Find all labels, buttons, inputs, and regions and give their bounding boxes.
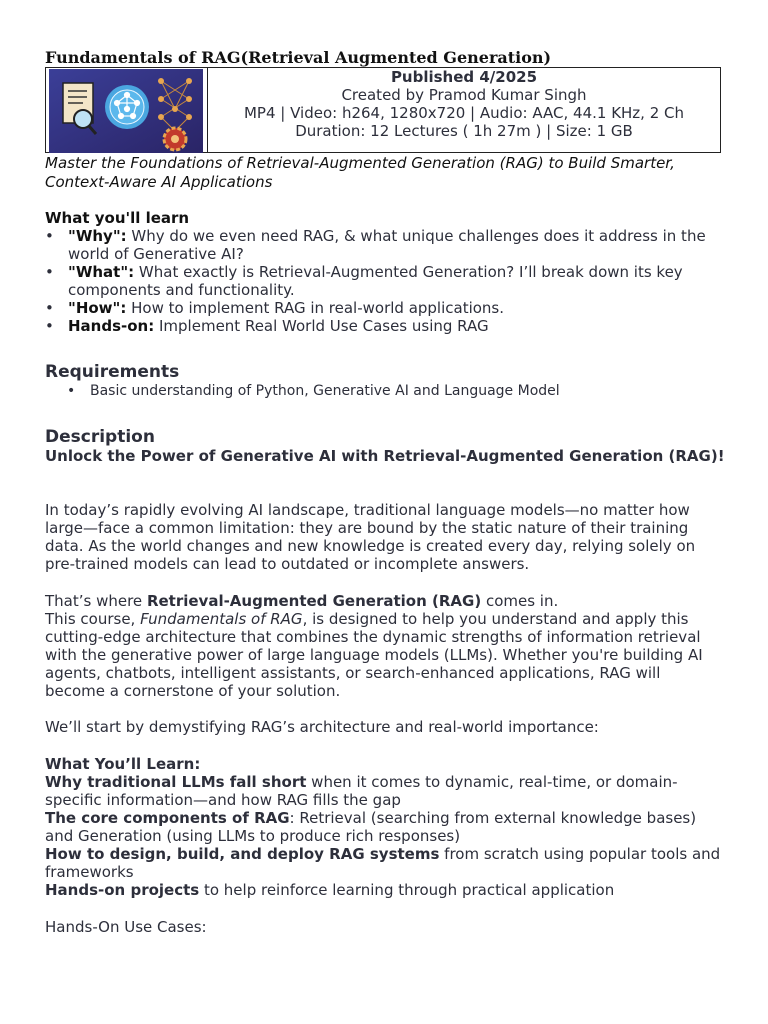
use-cases-heading: Hands-On Use Cases:: [45, 918, 207, 936]
list-item: The core components of RAG: Retrieval (searching from external knowledge bases) and Generation (using LLMs to produce rich responses): [45, 809, 697, 845]
list-item: Why traditional LLMs fall short when it comes to dynamic, real-time, or domain-specific information—and how RAG fills the gap: [45, 773, 678, 809]
requirements-list: [45, 382, 560, 400]
paragraph: This course, Fundamentals of RAG, is designed to help you understand and apply this cutting-edge architecture that combines the dynamic strengths of information retrieval with the generative power of large language models (LLMs). Whether you're building AI agents, chatbots, intelligent assistants, or search-enhanced applications, RAG will become a cornerstone of your solution.: [45, 610, 703, 700]
creator-line: Created by Pramod Kumar Singh: [341, 86, 587, 104]
paragraph: We’ll start by demystifying RAG’s architecture and real-world importance:: [45, 718, 599, 736]
requirements-heading: Requirements: [45, 362, 180, 382]
paragraph: In today’s rapidly evolving AI landscape, traditional language models—no matter how large—face a common limitation: they are bound by the static nature of their training data. As the world changes and new knowledge is created every day, relying solely on pre-trained models can lead to outdated or incomplete answers.: [45, 501, 696, 573]
list-item: • Basic understanding of Python, Generative AI and Language Model: [45, 382, 560, 400]
description-heading: Description: [45, 427, 155, 447]
list-item: • Hands-on: Implement Real World Use Cases using RAG: [45, 317, 725, 335]
list-item: Hands-on projects to help reinforce learning through practical application: [45, 881, 615, 899]
rag-illustration-icon: [49, 69, 203, 153]
duration-line: Duration: 12 Lectures ( 1h 27m ) | Size: 1 GB: [295, 122, 633, 140]
course-info-table: [45, 67, 721, 153]
list-item: How to design, build, and deploy RAG systems from scratch using popular tools and frameworks: [45, 845, 721, 881]
learn-points: [45, 773, 725, 899]
learn-list: [45, 227, 725, 335]
list-item: • "How": How to implement RAG in real-world applications.: [45, 299, 725, 317]
document-title: Fundamentals of RAG(Retrieval Augmented Generation): [45, 48, 552, 67]
learn-subheading: What You’ll Learn:: [45, 755, 201, 773]
format-line: MP4 | Video: h264, 1280x720 | Audio: AAC, 44.1 KHz, 2 Ch: [243, 104, 685, 122]
published-date: Published 4/2025: [390, 68, 538, 86]
course-tagline: Master the Foundations of Retrieval-Augmented Generation (RAG) to Build Smarter, Context-Aware AI Applications: [45, 154, 675, 191]
list-item: • "Why": Why do we even need RAG, & what unique challenges does it address in the world of Generative AI?: [45, 227, 725, 263]
learn-heading: What you'll learn: [45, 209, 190, 227]
course-thumbnail: [46, 68, 208, 152]
paragraph: That’s where Retrieval-Augmented Generation (RAG) comes in.: [45, 592, 559, 610]
list-item: • "What": What exactly is Retrieval-Augmented Generation? I’ll break down its key components and functionality.: [45, 263, 725, 299]
description-subheading: Unlock the Power of Generative AI with Retrieval-Augmented Generation (RAG)!: [45, 447, 725, 465]
